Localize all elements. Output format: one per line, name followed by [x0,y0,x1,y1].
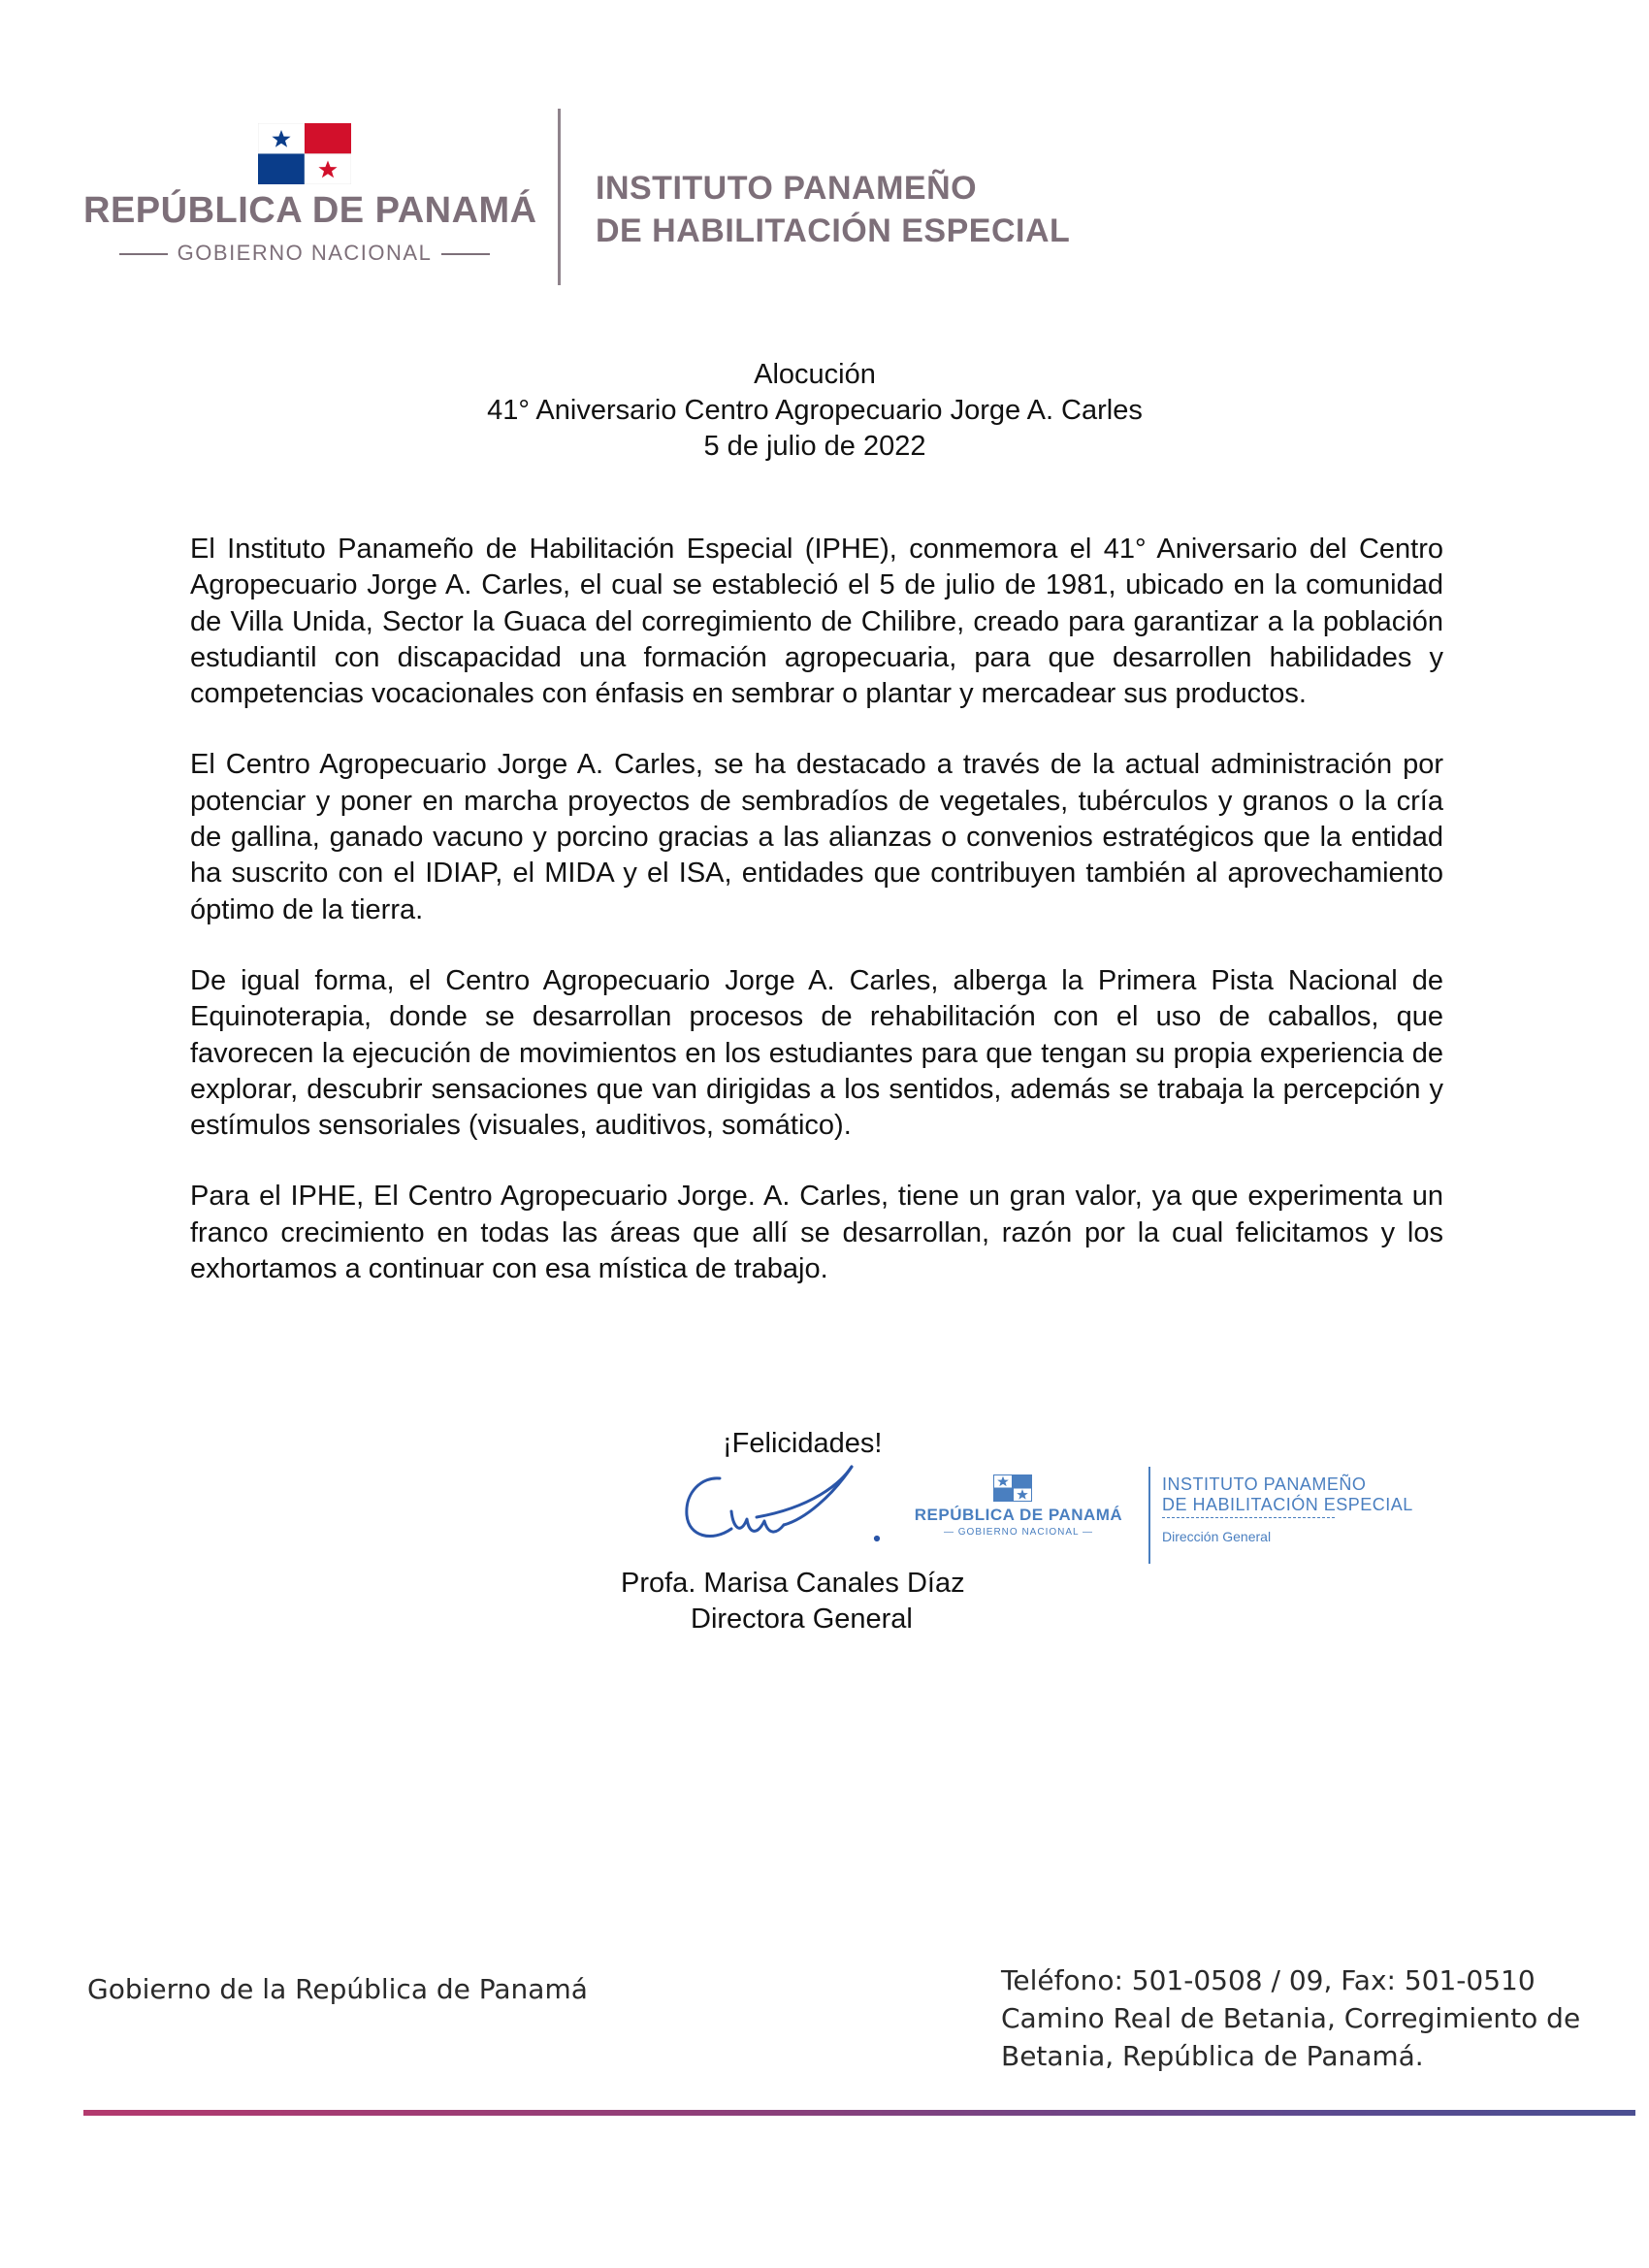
gobierno-nacional-text: GOBIERNO NACIONAL [177,241,433,265]
title-line-3: 5 de julio de 2022 [703,431,926,462]
footer-color-bar [83,2110,1635,2116]
paragraph-3: De igual forma, el Centro Agropecuario Jorge A. Carles, alberga la Primera Pista Nacional de Equinoterapia, donde se desarrollan procesos de rehabilitación con el uso de caballos, que favorecen la ejecución de movimientos en los estudiantes para que tengan su propia experiencia de explorar, descubrir sensaciones que van dirigidas a los sentidos, además se trabaja la percepción y estímulos sensoriales (visuales, auditivos, somático). [190,964,1443,1142]
footer-address-line1: Camino Real de Betania, Corregimiento de [1001,2002,1581,2034]
republica-de-panama-logo-text: REPÚBLICA DE PANAMÁ [83,190,537,231]
signer-name: Profa. Marisa Canales Díaz [621,1568,965,1599]
seal-institute-name [1162,1474,1413,1515]
document-title [0,357,1630,465]
footer-address-line2: Betania, República de Panamá. [1001,2040,1424,2072]
signer-role: Directora General [691,1604,913,1635]
title-line-1: Alocución [754,359,876,390]
seal-gobierno-text: — GOBIERNO NACIONAL — [944,1527,1093,1538]
seal-flag-icon [993,1474,1032,1502]
panama-flag-icon [258,123,351,184]
footer-phone-line: Teléfono: 501-0508 / 09, Fax: 501-0510 [1001,1964,1536,1996]
seal-gobierno-label: GOBIERNO NACIONAL [957,1527,1080,1538]
institute-name [596,167,1070,252]
seal-institute-line1: INSTITUTO PANAMEÑO [1162,1474,1367,1494]
footer-government-name: Gobierno de la República de Panamá [87,1973,588,2005]
institute-name-line2: DE HABILITACIÓN ESPECIAL [596,212,1071,249]
right-dash [441,253,490,255]
seal-institute-line2: DE HABILITACIÓN ESPECIAL [1162,1495,1413,1514]
gobierno-nacional-row [83,241,526,266]
footer-contact-info [1001,1961,1580,2075]
seal-divider [1148,1467,1150,1564]
title-line-2: 41° Aniversario Centro Agropecuario Jorge A. Carles [487,395,1143,426]
left-dash [119,253,168,255]
seal-republica-text: REPÚBLICA DE PANAMÁ [914,1506,1123,1524]
paragraph-4: Para el IPHE, El Centro Agropecuario Jorge. A. Carles, tiene un gran valor, ya que experimenta un franco crecimiento en todas las áreas que allí se desarrollan, razón por la cual felicitamos y los exhortamos a continuar con esa mística de trabajo. [190,1181,1443,1285]
header-divider [558,109,561,285]
paragraph-2: El Centro Agropecuario Jorge A. Carles, se ha destacado a través de la actual administración por potenciar y poner en marcha proyectos de sembradíos de vegetales, tubérculos y granos o la cría de gallina, ganado vacuno y porcino gracias a las alianzas o convenios estratégicos que la entidad ha suscrito con el IDIAP, el MIDA y el ISA, entidades que contribuyen también al aprovechamiento óptimo de la tierra. [190,749,1443,925]
seal-dotted-line [1162,1517,1335,1518]
document-body [190,532,1443,1322]
institutional-seal [894,1467,1418,1564]
institute-name-line1: INSTITUTO PANAMEÑO [596,170,978,207]
paragraph-1: El Instituto Panameño de Habilitación Especial (IPHE), conmemora el 41° Aniversario del Centro Agropecuario Jorge A. Carles, el cual se estableció el 5 de julio de 1981, ubicado en la comunidad de Villa Unida, Sector la Guaca del corregimiento de Chilibre, creado para garantizar a la población estudiantil con discapacidad una formación agropecuaria, para que desarrollen habilidades y competencias vocacionales con énfasis en sembrar o plantar y mercadear sus productos. [190,534,1443,710]
closing-greeting: ¡Felicidades! [723,1428,883,1459]
handwritten-signature [669,1457,892,1554]
seal-direccion-text: Dirección General [1162,1529,1272,1544]
